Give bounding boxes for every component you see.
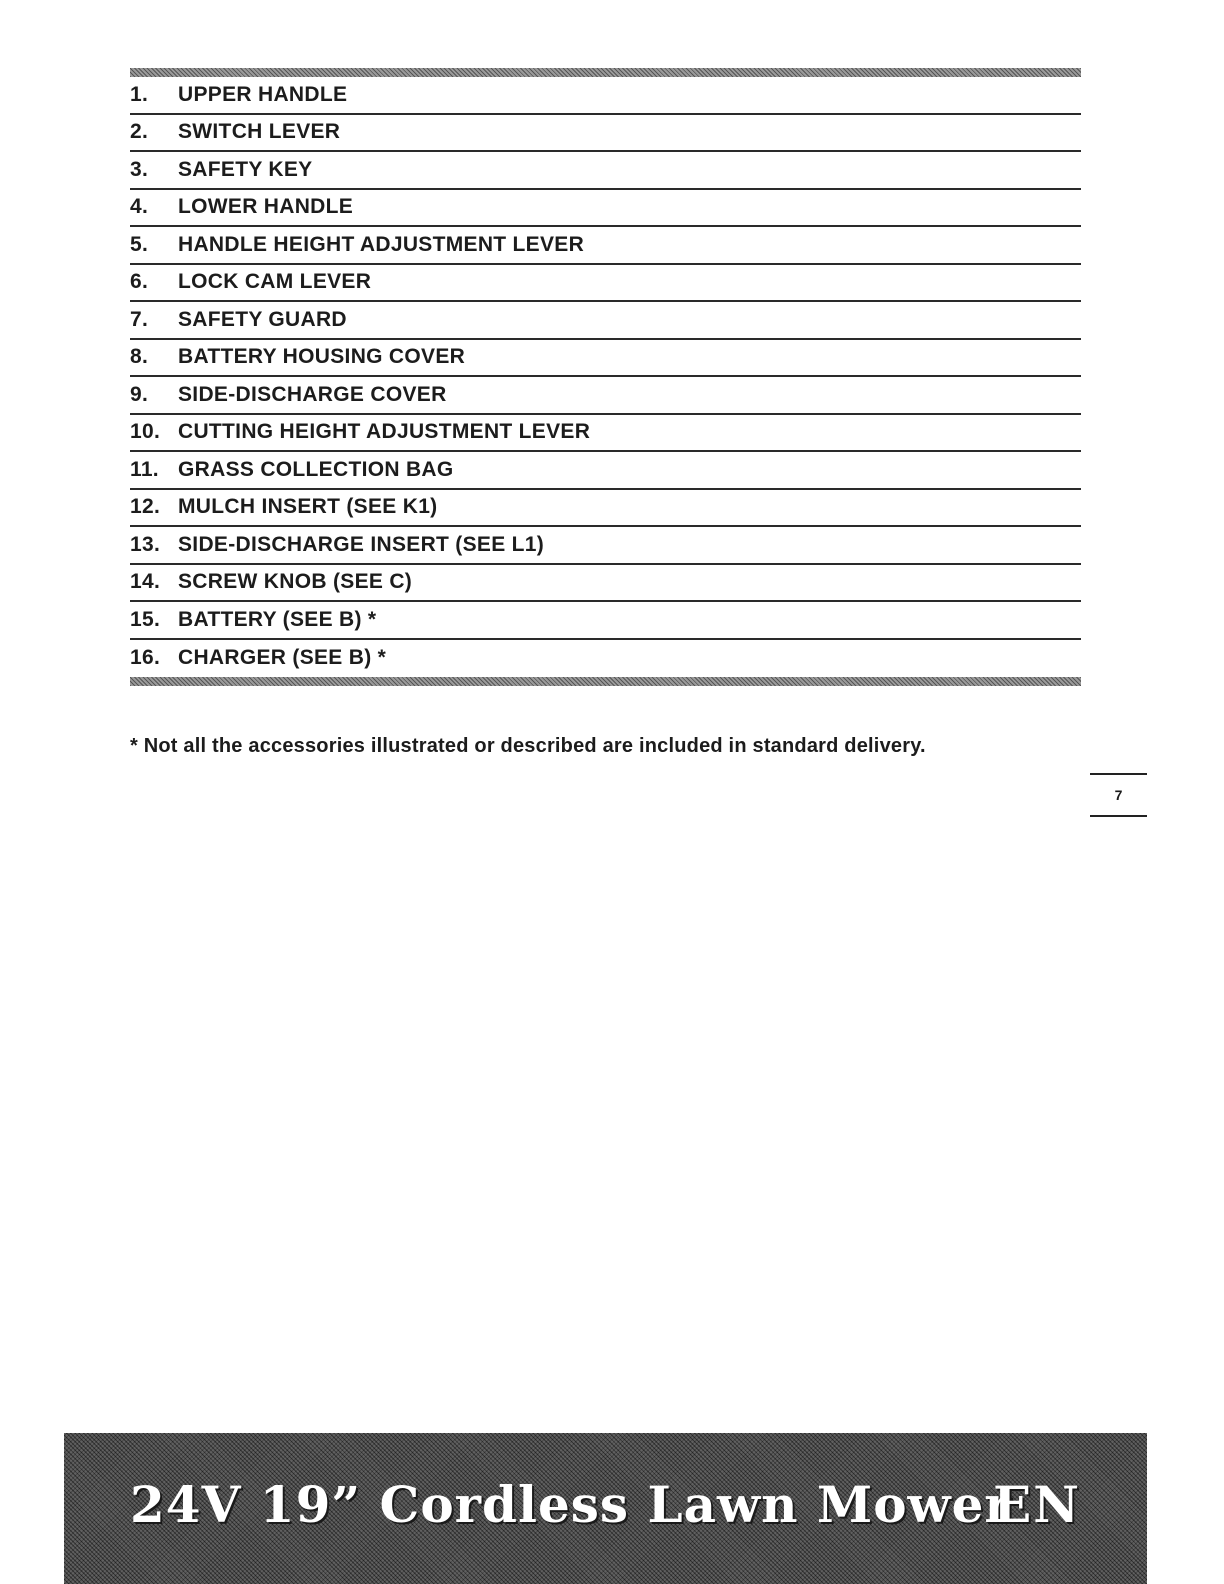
part-number: 6. (130, 270, 149, 294)
page-number (1090, 773, 1147, 817)
part-row (130, 415, 1081, 453)
part-label: SWITCH LEVER (178, 120, 341, 144)
part-label: LOCK CAM LEVER (178, 270, 372, 294)
part-row (130, 490, 1081, 528)
part-label: SAFETY KEY (178, 157, 313, 181)
part-row (130, 227, 1081, 265)
part-label: SCREW KNOB (SEE C) (178, 570, 413, 594)
part-number: 14. (130, 570, 161, 594)
part-row (130, 452, 1081, 490)
part-row (130, 152, 1081, 190)
part-label: CUTTING HEIGHT ADJUSTMENT LEVER (178, 420, 591, 444)
part-number: 16. (130, 646, 161, 670)
part-row (130, 265, 1081, 303)
footer-banner (64, 1433, 1147, 1584)
parts-list (130, 68, 1081, 686)
part-number: 1. (130, 82, 149, 106)
footnote: * Not all the accessories illustrated or described are included in standard delivery. (130, 735, 926, 757)
part-number: 11. (130, 457, 159, 481)
part-row (130, 377, 1081, 415)
part-number: 15. (130, 607, 161, 631)
part-number: 3. (130, 157, 149, 181)
page-number-value: 7 (1114, 787, 1123, 803)
part-number: 8. (130, 345, 149, 369)
part-label: MULCH INSERT (SEE K1) (178, 495, 438, 519)
language-code: EN (993, 1475, 1081, 1534)
bottom-divider-bar (130, 677, 1081, 686)
part-label: GRASS COLLECTION BAG (178, 457, 454, 481)
part-row (130, 190, 1081, 228)
part-label: HANDLE HEIGHT ADJUSTMENT LEVER (178, 232, 585, 256)
part-row (130, 340, 1081, 378)
part-number: 4. (130, 195, 149, 219)
part-label: SIDE-DISCHARGE INSERT (SEE L1) (178, 532, 545, 556)
parts-items (130, 77, 1081, 677)
part-number: 5. (130, 232, 149, 256)
part-label: SAFETY GUARD (178, 307, 347, 331)
part-number: 13. (130, 532, 161, 556)
part-number: 7. (130, 307, 149, 331)
part-label: UPPER HANDLE (178, 82, 348, 106)
part-row (130, 302, 1081, 340)
part-row (130, 640, 1081, 678)
part-number: 9. (130, 382, 149, 406)
part-row (130, 565, 1081, 603)
top-divider-bar (130, 68, 1081, 77)
part-label: LOWER HANDLE (178, 195, 354, 219)
part-number: 2. (130, 120, 149, 144)
part-label: BATTERY HOUSING COVER (178, 345, 466, 369)
part-row (130, 115, 1081, 153)
part-label: BATTERY (SEE B) * (178, 607, 377, 631)
part-row (130, 602, 1081, 640)
part-row (130, 527, 1081, 565)
part-number: 10. (130, 420, 161, 444)
product-title: 24V 19” Cordless Lawn Mower (130, 1475, 1012, 1534)
part-label: SIDE-DISCHARGE COVER (178, 382, 447, 406)
part-label: CHARGER (SEE B) * (178, 646, 387, 670)
part-row (130, 77, 1081, 115)
part-number: 12. (130, 495, 161, 519)
